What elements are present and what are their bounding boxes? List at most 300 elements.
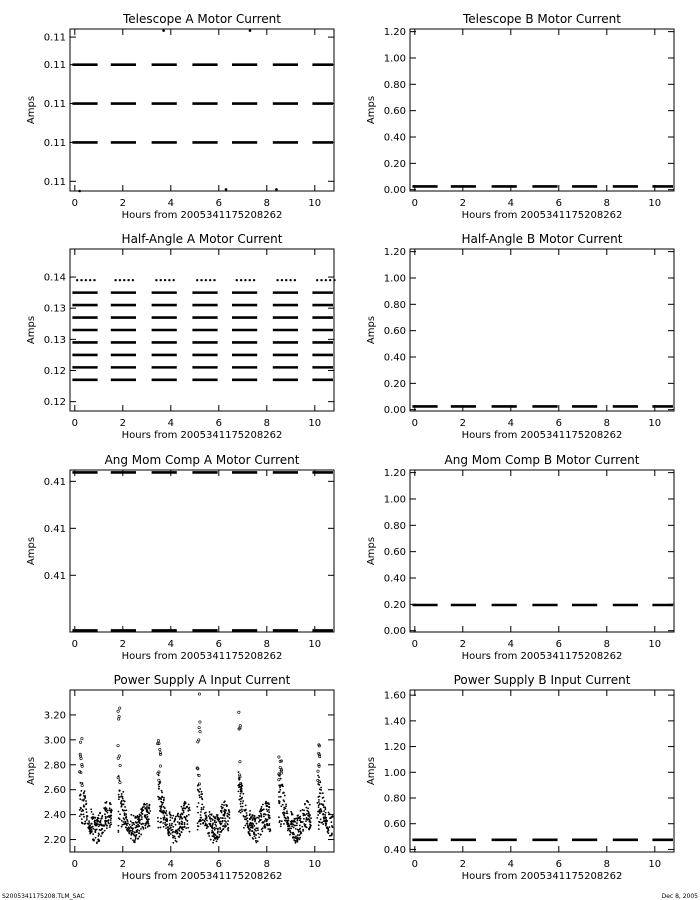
x-tick-label: 6 bbox=[555, 198, 562, 209]
data-point bbox=[261, 828, 263, 830]
data-point bbox=[174, 818, 176, 820]
data-point bbox=[92, 828, 94, 830]
data-point bbox=[181, 806, 183, 808]
data-point bbox=[216, 840, 218, 842]
data-point bbox=[322, 823, 324, 825]
data-point bbox=[123, 824, 125, 826]
data-point bbox=[139, 822, 141, 824]
data-point bbox=[261, 830, 263, 832]
data-point bbox=[284, 817, 286, 819]
data-point bbox=[209, 824, 211, 826]
data-point bbox=[89, 833, 91, 835]
data-point bbox=[224, 823, 226, 825]
data-point bbox=[187, 820, 189, 822]
x-tick-label: 8 bbox=[263, 639, 270, 650]
data-point bbox=[291, 825, 293, 827]
data-point bbox=[221, 810, 223, 812]
y-tick-label: 0.20 bbox=[383, 158, 406, 170]
data-point bbox=[80, 757, 82, 759]
data-point bbox=[221, 804, 223, 806]
data-point bbox=[165, 818, 167, 820]
data-point bbox=[90, 823, 92, 825]
data-point bbox=[305, 820, 307, 822]
y-tick-label: 0.40 bbox=[383, 844, 406, 856]
data-point bbox=[324, 814, 326, 816]
data-point bbox=[291, 812, 293, 814]
data-point bbox=[266, 823, 268, 825]
y-tick-label: 0.60 bbox=[383, 326, 406, 338]
y-tick-label: 0.11 bbox=[43, 176, 66, 188]
data-point bbox=[212, 824, 214, 826]
data-point bbox=[219, 828, 221, 830]
data-point bbox=[159, 810, 161, 812]
data-point bbox=[218, 819, 220, 821]
data-point bbox=[245, 810, 247, 812]
data-point bbox=[123, 279, 125, 281]
y-tick-label: 0.12 bbox=[43, 366, 66, 377]
data-point bbox=[299, 837, 301, 839]
footer-date: Dec 8, 2005 bbox=[661, 893, 698, 900]
data-point bbox=[215, 824, 217, 826]
data-point bbox=[144, 808, 146, 810]
data-point bbox=[255, 830, 257, 832]
data-point bbox=[309, 804, 311, 806]
data-point bbox=[266, 805, 268, 807]
data-point bbox=[317, 775, 319, 777]
data-point bbox=[278, 791, 280, 793]
data-point bbox=[223, 815, 225, 817]
data-point bbox=[269, 807, 271, 809]
data-point bbox=[263, 813, 265, 815]
data-point bbox=[142, 813, 144, 815]
data-point bbox=[76, 279, 78, 281]
data-point bbox=[184, 822, 186, 824]
data-point bbox=[304, 814, 306, 816]
data-point bbox=[206, 826, 208, 828]
data-point bbox=[175, 824, 177, 826]
data-point bbox=[146, 803, 148, 805]
data-point bbox=[308, 829, 310, 831]
data-point bbox=[211, 818, 213, 820]
data-point bbox=[81, 782, 83, 784]
data-point bbox=[140, 823, 142, 825]
data-point bbox=[268, 811, 270, 813]
data-point bbox=[199, 819, 201, 821]
data-point bbox=[240, 806, 242, 808]
x-tick-label: 8 bbox=[603, 198, 610, 209]
data-point bbox=[119, 279, 121, 281]
data-point bbox=[197, 822, 199, 824]
data-point bbox=[209, 816, 211, 818]
data-point bbox=[269, 830, 271, 832]
data-point bbox=[297, 818, 299, 820]
data-point bbox=[320, 787, 322, 789]
data-point bbox=[130, 838, 132, 840]
x-tick-label: 4 bbox=[167, 639, 174, 650]
chart-title: Ang Mom Comp B Motor Current bbox=[444, 453, 640, 467]
data-point bbox=[141, 816, 143, 818]
data-point bbox=[106, 820, 108, 822]
data-point bbox=[265, 814, 267, 816]
data-point bbox=[255, 834, 257, 836]
x-axis-label: Hours from 2005341175208262 bbox=[121, 651, 283, 662]
data-point bbox=[181, 823, 183, 825]
y-axis-label: Amps bbox=[26, 315, 37, 345]
data-point bbox=[105, 802, 107, 804]
data-point bbox=[300, 810, 302, 812]
data-point bbox=[171, 817, 173, 819]
data-point bbox=[216, 835, 218, 837]
data-point bbox=[322, 813, 324, 815]
data-point bbox=[283, 814, 285, 816]
data-point bbox=[149, 810, 151, 812]
data-point bbox=[134, 840, 136, 842]
data-point bbox=[247, 831, 249, 833]
data-point bbox=[330, 835, 332, 837]
data-point bbox=[127, 279, 129, 281]
data-point bbox=[109, 807, 111, 809]
data-point bbox=[320, 808, 322, 810]
data-point bbox=[275, 188, 278, 191]
data-point bbox=[283, 811, 285, 813]
x-tick-label: 0 bbox=[71, 859, 78, 870]
data-point bbox=[145, 815, 147, 817]
data-point bbox=[84, 820, 86, 822]
data-point bbox=[318, 806, 320, 808]
data-point bbox=[104, 820, 106, 822]
data-point bbox=[84, 790, 86, 792]
data-point bbox=[145, 827, 147, 829]
x-tick-label: 0 bbox=[71, 198, 78, 209]
y-tick-label: 3.00 bbox=[43, 735, 66, 747]
data-point bbox=[239, 761, 241, 763]
data-point bbox=[297, 814, 299, 816]
x-tick-label: 0 bbox=[71, 639, 78, 650]
data-point bbox=[97, 817, 99, 819]
data-point bbox=[317, 811, 319, 813]
chart-title: Power Supply B Input Current bbox=[453, 673, 631, 687]
data-point bbox=[148, 808, 150, 810]
data-point bbox=[254, 835, 256, 837]
data-point bbox=[240, 801, 242, 803]
data-point bbox=[172, 279, 174, 281]
data-point bbox=[325, 279, 327, 281]
data-point bbox=[110, 821, 112, 823]
data-point bbox=[140, 828, 142, 830]
data-point bbox=[119, 779, 121, 781]
data-point bbox=[201, 809, 203, 811]
data-point bbox=[252, 837, 254, 839]
data-point bbox=[197, 829, 199, 831]
y-tick-label: 1.20 bbox=[383, 27, 406, 39]
data-point bbox=[323, 810, 325, 812]
data-point bbox=[302, 829, 304, 831]
data-point bbox=[257, 833, 259, 835]
data-point bbox=[303, 818, 305, 820]
data-point bbox=[97, 820, 99, 822]
data-point bbox=[294, 824, 296, 826]
data-point bbox=[325, 820, 327, 822]
data-point bbox=[121, 804, 123, 806]
data-point bbox=[299, 834, 301, 836]
data-point bbox=[279, 766, 281, 768]
data-point bbox=[88, 826, 90, 828]
data-point bbox=[84, 823, 86, 825]
data-point bbox=[83, 806, 85, 808]
data-point bbox=[101, 815, 103, 817]
data-point bbox=[141, 818, 143, 820]
data-point bbox=[205, 824, 207, 826]
data-point bbox=[318, 828, 320, 830]
data-point bbox=[305, 818, 307, 820]
data-point bbox=[253, 817, 255, 819]
data-point bbox=[122, 821, 124, 823]
data-point bbox=[91, 811, 93, 813]
data-point bbox=[205, 814, 207, 816]
data-point bbox=[249, 818, 251, 820]
x-axis-label: Hours from 2005341175208262 bbox=[461, 210, 623, 221]
data-point bbox=[197, 789, 199, 791]
data-point bbox=[213, 279, 215, 281]
data-point bbox=[289, 279, 291, 281]
x-tick-label: 4 bbox=[167, 198, 174, 209]
y-tick-label: 0.41 bbox=[43, 570, 66, 582]
data-point bbox=[119, 707, 121, 709]
data-point bbox=[210, 820, 212, 822]
data-point bbox=[252, 814, 254, 816]
data-point bbox=[198, 726, 200, 728]
y-axis-label: Amps bbox=[366, 756, 377, 786]
data-point bbox=[99, 822, 101, 824]
y-tick-label: 0.60 bbox=[383, 106, 406, 118]
data-point bbox=[128, 828, 130, 830]
data-point bbox=[325, 822, 327, 824]
data-point bbox=[162, 802, 164, 804]
x-tick-label: 10 bbox=[648, 198, 662, 209]
data-point bbox=[96, 842, 98, 844]
x-tick-label: 2 bbox=[119, 418, 126, 429]
data-point bbox=[172, 842, 174, 844]
data-point bbox=[228, 809, 230, 811]
data-point bbox=[178, 823, 180, 825]
data-point bbox=[81, 814, 83, 816]
data-point bbox=[177, 821, 179, 823]
data-point bbox=[221, 812, 223, 814]
data-point bbox=[217, 818, 219, 820]
data-point bbox=[86, 819, 88, 821]
data-point bbox=[296, 824, 298, 826]
data-point bbox=[175, 816, 177, 818]
data-point bbox=[107, 812, 109, 814]
data-point bbox=[278, 796, 280, 798]
data-point bbox=[217, 828, 219, 830]
data-point bbox=[139, 836, 141, 838]
data-point bbox=[110, 803, 112, 805]
data-point bbox=[124, 822, 126, 824]
data-point bbox=[318, 804, 320, 806]
data-point bbox=[183, 826, 185, 828]
data-point bbox=[138, 832, 140, 834]
data-point bbox=[174, 832, 176, 834]
data-point bbox=[249, 810, 251, 812]
data-point bbox=[124, 801, 126, 803]
data-point bbox=[288, 819, 290, 821]
y-tick-label: 1.20 bbox=[383, 247, 406, 259]
data-point bbox=[242, 802, 244, 804]
data-point bbox=[290, 832, 292, 834]
data-point bbox=[135, 826, 137, 828]
data-point bbox=[319, 795, 321, 797]
data-point bbox=[264, 827, 266, 829]
data-point bbox=[281, 279, 283, 281]
y-tick-label: 0.14 bbox=[43, 272, 66, 284]
data-point bbox=[199, 721, 201, 723]
data-point bbox=[143, 803, 145, 805]
data-point bbox=[241, 810, 243, 812]
data-point bbox=[198, 693, 200, 695]
data-point bbox=[246, 812, 248, 814]
data-point bbox=[189, 809, 191, 811]
data-point bbox=[140, 834, 142, 836]
data-point bbox=[183, 803, 185, 805]
plot-frame bbox=[410, 470, 674, 632]
data-point bbox=[229, 817, 231, 819]
data-point bbox=[217, 814, 219, 816]
x-tick-label: 0 bbox=[411, 859, 418, 870]
data-point bbox=[324, 800, 326, 802]
x-tick-label: 6 bbox=[215, 198, 222, 209]
data-point bbox=[278, 779, 280, 781]
chart-panel-8 bbox=[366, 673, 674, 882]
data-point bbox=[237, 790, 239, 792]
data-point bbox=[100, 818, 102, 820]
data-point bbox=[279, 820, 281, 822]
data-point bbox=[92, 813, 94, 815]
data-point bbox=[293, 837, 295, 839]
data-point bbox=[297, 819, 299, 821]
data-point bbox=[267, 828, 269, 830]
data-point bbox=[214, 829, 216, 831]
data-point bbox=[159, 748, 161, 750]
data-point bbox=[94, 824, 96, 826]
data-point bbox=[281, 820, 283, 822]
x-tick-label: 6 bbox=[555, 418, 562, 429]
x-tick-label: 8 bbox=[263, 418, 270, 429]
data-point bbox=[258, 821, 260, 823]
data-point bbox=[201, 798, 203, 800]
data-point bbox=[121, 800, 123, 802]
data-point bbox=[132, 831, 134, 833]
y-tick-label: 2.20 bbox=[43, 835, 66, 847]
data-point bbox=[165, 812, 167, 814]
data-point bbox=[157, 821, 159, 823]
data-point bbox=[224, 818, 226, 820]
data-point bbox=[169, 817, 171, 819]
data-point bbox=[105, 807, 107, 809]
data-point bbox=[86, 817, 88, 819]
data-point bbox=[251, 830, 253, 832]
data-point bbox=[239, 809, 241, 811]
data-point bbox=[137, 818, 139, 820]
data-point bbox=[201, 791, 203, 793]
data-point bbox=[214, 821, 216, 823]
data-point bbox=[306, 800, 308, 802]
data-point bbox=[309, 821, 311, 823]
data-point bbox=[242, 800, 244, 802]
data-point bbox=[157, 817, 159, 819]
x-tick-label: 8 bbox=[603, 639, 610, 650]
y-tick-label: 3.20 bbox=[43, 710, 66, 722]
data-point bbox=[81, 822, 83, 824]
data-point bbox=[122, 809, 124, 811]
data-point bbox=[81, 763, 83, 765]
data-point bbox=[186, 807, 188, 809]
data-point bbox=[316, 817, 318, 819]
data-point bbox=[299, 825, 301, 827]
data-point bbox=[208, 835, 210, 837]
data-point bbox=[225, 804, 227, 806]
data-point bbox=[118, 798, 120, 800]
x-tick-label: 6 bbox=[215, 639, 222, 650]
data-point bbox=[300, 821, 302, 823]
data-point bbox=[98, 834, 100, 836]
data-point bbox=[329, 813, 331, 815]
data-point bbox=[117, 744, 119, 746]
data-point bbox=[300, 832, 302, 834]
data-point bbox=[303, 815, 305, 817]
data-point bbox=[264, 820, 266, 822]
data-point bbox=[128, 831, 130, 833]
data-point bbox=[147, 811, 149, 813]
data-point bbox=[104, 813, 106, 815]
data-point bbox=[189, 831, 191, 833]
data-point bbox=[147, 816, 149, 818]
data-point bbox=[121, 826, 123, 828]
data-point bbox=[286, 821, 288, 823]
data-point bbox=[80, 782, 82, 784]
data-point bbox=[178, 836, 180, 838]
data-point bbox=[286, 810, 288, 812]
data-point bbox=[330, 817, 332, 819]
data-point bbox=[333, 279, 335, 281]
data-point bbox=[317, 770, 319, 772]
data-point bbox=[158, 784, 160, 786]
data-point bbox=[131, 834, 133, 836]
data-point bbox=[268, 802, 270, 804]
data-point bbox=[118, 715, 120, 717]
data-point bbox=[322, 804, 324, 806]
data-point bbox=[319, 809, 321, 811]
data-point bbox=[258, 817, 260, 819]
data-point bbox=[249, 833, 251, 835]
data-point bbox=[292, 832, 294, 834]
data-point bbox=[197, 785, 199, 787]
data-point bbox=[141, 811, 143, 813]
data-point bbox=[323, 818, 325, 820]
data-point bbox=[98, 814, 100, 816]
data-point bbox=[227, 813, 229, 815]
chart-panel-6 bbox=[366, 453, 674, 662]
data-point bbox=[88, 822, 90, 824]
chart-title: Half-Angle B Motor Current bbox=[461, 232, 623, 246]
data-point bbox=[325, 812, 327, 814]
data-point bbox=[240, 798, 242, 800]
data-point bbox=[282, 785, 284, 787]
data-point bbox=[199, 788, 201, 790]
data-point bbox=[125, 817, 127, 819]
y-tick-label: 0.20 bbox=[383, 378, 406, 390]
data-point bbox=[240, 787, 242, 789]
